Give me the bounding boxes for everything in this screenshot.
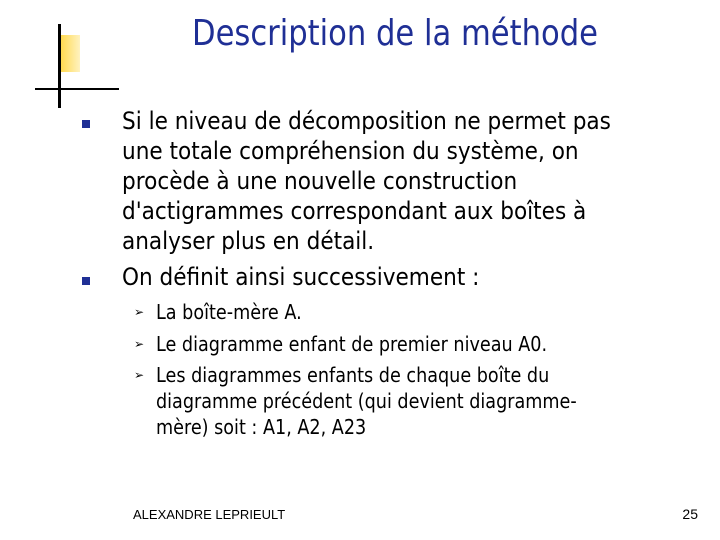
page-number: 25: [682, 506, 698, 522]
decorative-yellow-square: [60, 35, 80, 72]
arrowhead-bullet-icon: ➢: [134, 337, 145, 351]
square-bullet-icon: [82, 120, 90, 128]
square-bullet-icon: [82, 277, 90, 285]
arrowhead-bullet-icon: ➢: [134, 368, 145, 382]
decorative-horizontal-line: [35, 88, 119, 90]
sub-bullet-3-line-2: diagramme précédent (qui devient diagramme-: [156, 389, 577, 413]
bullet-1-line-4: d'actigrammes correspondant aux boîtes à: [122, 197, 587, 225]
arrowhead-bullet-icon: ➢: [134, 305, 145, 319]
sub-bullet-3-line-3: mère) soit : A1, A2, A23: [156, 415, 367, 439]
sub-bullet-3-line-1: Les diagrammes enfants de chaque boîte du: [156, 363, 550, 387]
sub-bullet-1-line-1: La boîte-mère A.: [156, 300, 302, 324]
bullet-1-line-5: analyser plus en détail.: [122, 227, 375, 255]
footer-author: ALEXANDRE LEPRIEULT: [133, 507, 286, 522]
slide-title: Description de la méthode: [192, 13, 598, 54]
bullet-1-line-1: Si le niveau de décomposition ne permet pas: [122, 107, 611, 135]
decorative-vertical-line: [58, 24, 61, 108]
bullet-2-line-1: On définit ainsi successivement :: [122, 263, 480, 291]
sub-bullet-2-line-1: Le diagramme enfant de premier niveau A0.: [156, 332, 548, 356]
bullet-1-line-3: procède à une nouvelle construction: [122, 167, 518, 195]
bullet-1-line-2: une totale compréhension du système, on: [122, 137, 579, 165]
